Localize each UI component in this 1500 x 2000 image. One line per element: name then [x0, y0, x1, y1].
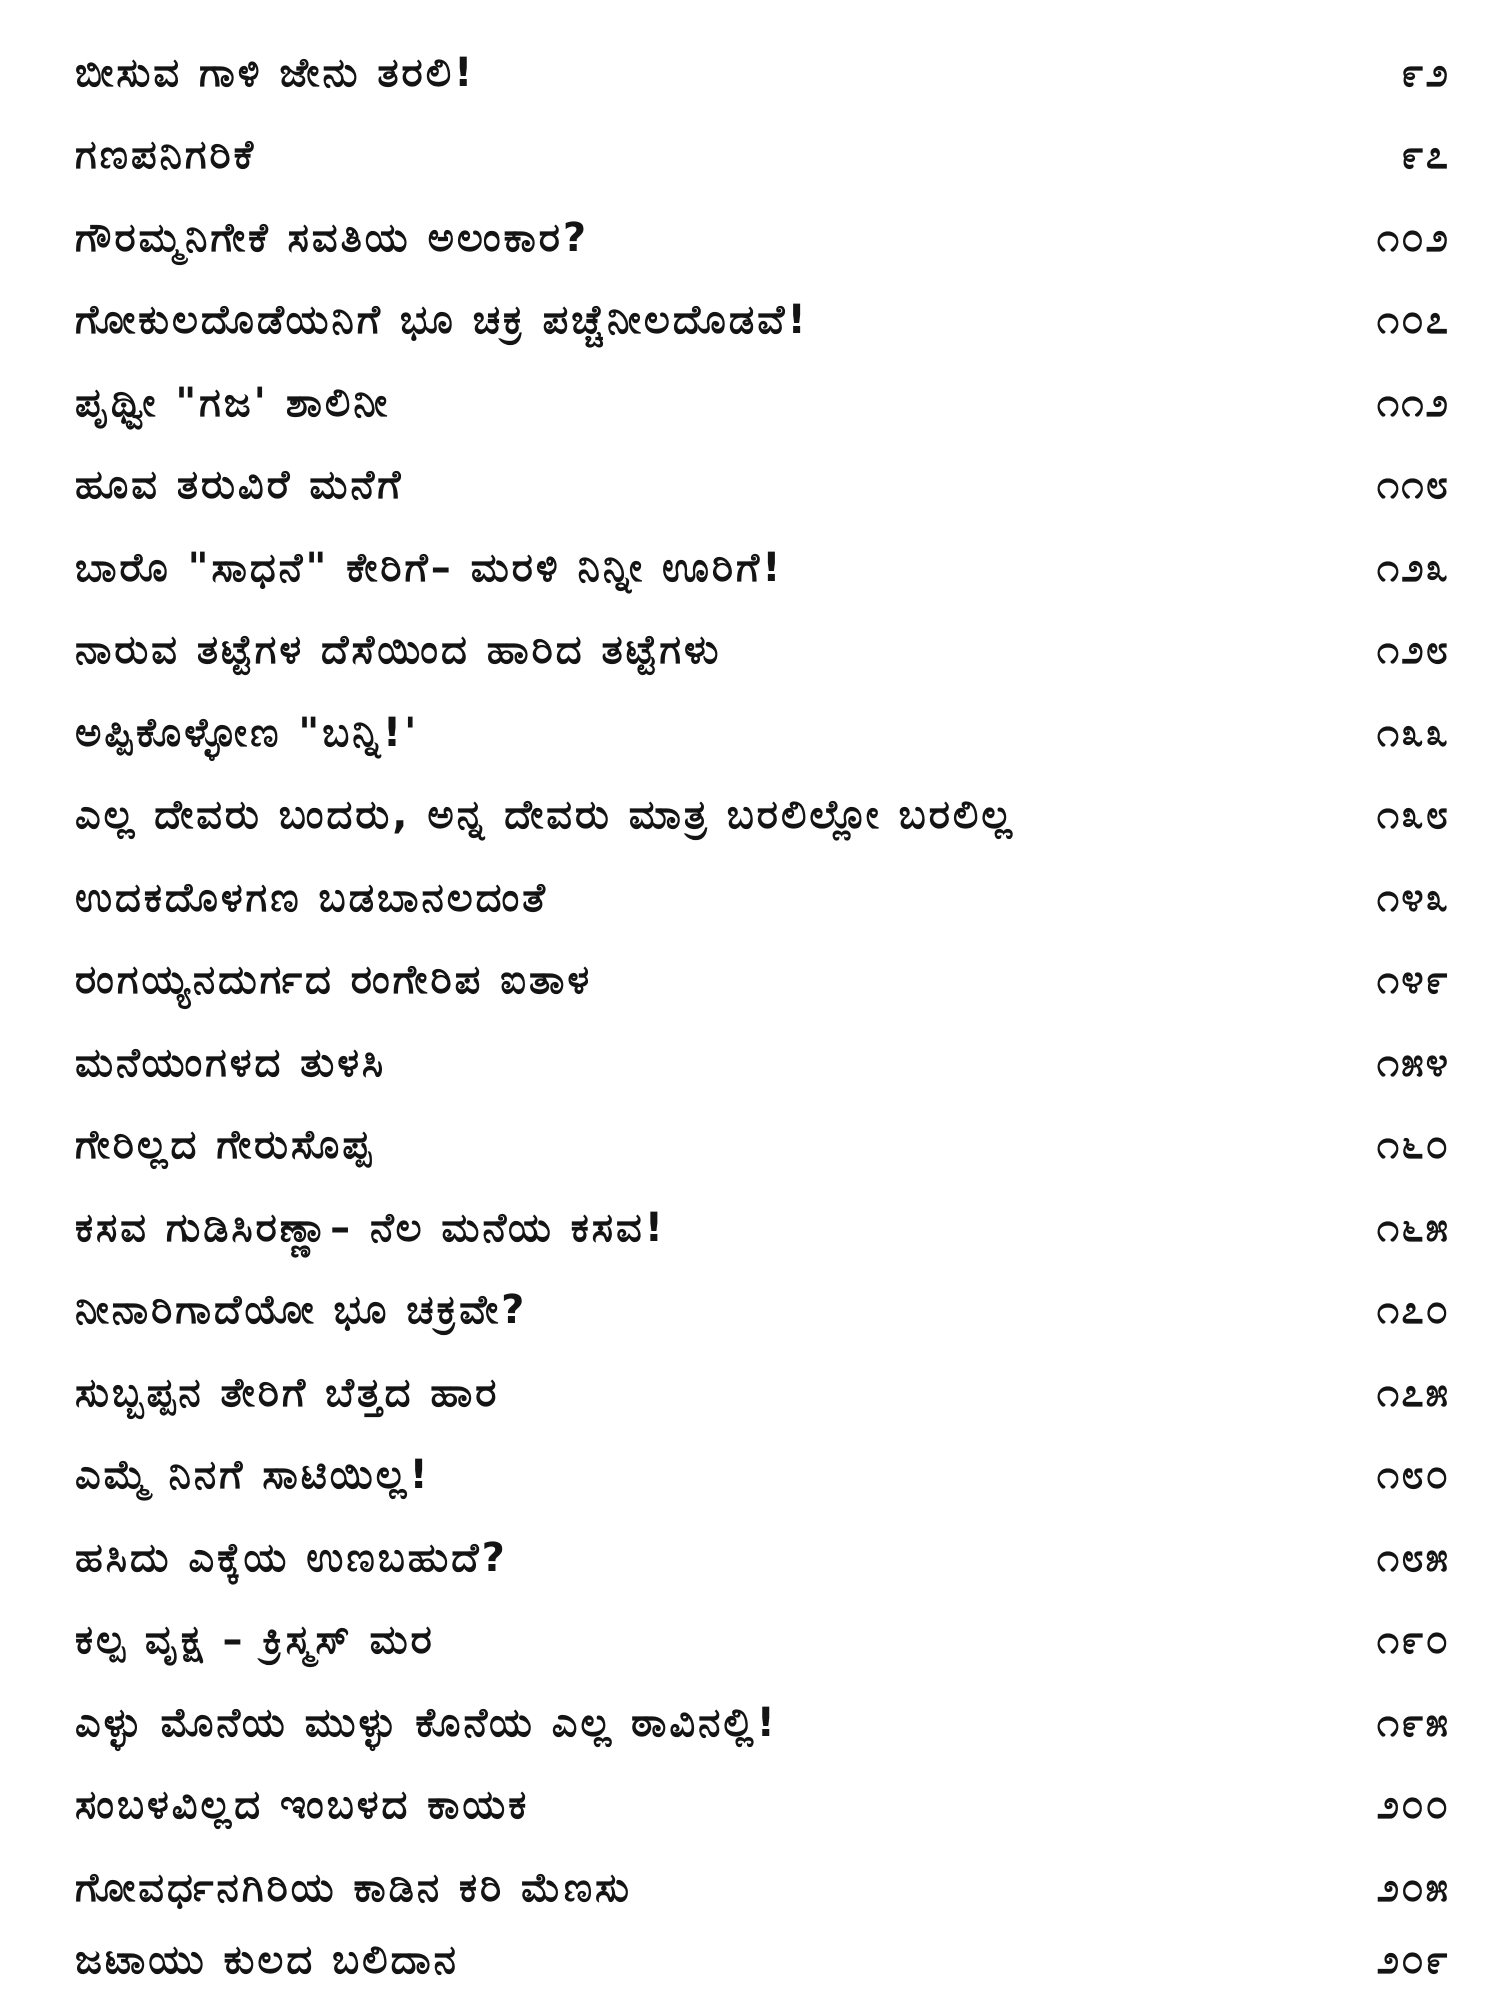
toc-entry	[75, 780, 1450, 850]
toc-entry	[75, 1853, 1450, 1923]
entry-title: ಅಪ್ಪಿಕೊಳ್ಳೋಣ "ಬನ್ನಿ!'	[75, 710, 420, 756]
entry-title: ನೀನಾರಿಗಾದೆಯೋ ಭೂ ಚಕ್ರವೇ?	[75, 1287, 528, 1333]
entry-title: ನಾರುವ ತಟ್ಟೆಗಳ ದೆಸೆಯಿಂದ ಹಾರಿದ ತಟ್ಟೆಗಳು	[75, 627, 722, 673]
entry-title: ಕಸವ ಗುಡಿಸಿರಣ್ಣಾ– ನೆಲ ಮನೆಯ ಕಸವ!	[75, 1205, 666, 1251]
entry-page-number: ೧೨೩	[1376, 545, 1450, 591]
entry-page-number: ೨೦೦	[1376, 1782, 1450, 1828]
entry-page-number: ೧೦೨	[1376, 215, 1450, 261]
entry-page-number: ೧೧೨	[1376, 380, 1450, 426]
toc-entry	[75, 1523, 1450, 1593]
toc-entry	[75, 450, 1450, 520]
entry-title: ಕಲ್ಪ ವೃಕ್ಷ – ಕ್ರಿಸ್ಮಸ್ ಮರ	[75, 1617, 435, 1663]
entry-page-number: ೧೨೮	[1376, 627, 1450, 673]
entry-title: ಗಣಪನಿಗರಿಕೆ	[75, 132, 257, 178]
entry-page-number: ೯೨	[1401, 50, 1450, 96]
entry-page-number: ೧೩೩	[1376, 710, 1450, 756]
toc-entry	[75, 945, 1450, 1015]
entry-page-number: ೧೫೪	[1376, 1040, 1450, 1086]
entry-title: ಎಳ್ಳು ಮೊನೆಯ ಮುಳ್ಳು ಕೊನೆಯ ಎಲ್ಲ ಠಾವಿನಲ್ಲಿ!	[75, 1700, 778, 1746]
toc-entry	[75, 368, 1450, 438]
toc-entry	[75, 533, 1450, 603]
entry-page-number: ೧೯೦	[1376, 1617, 1450, 1663]
toc-entry	[75, 615, 1450, 685]
toc-entry	[75, 1440, 1450, 1510]
entry-page-number: ೧೪೯	[1376, 957, 1450, 1003]
toc-entry	[75, 1275, 1450, 1345]
entry-title: ಜಟಾಯು ಕುಲದ ಬಲಿದಾನ	[75, 1937, 459, 1983]
entry-title: ಮನೆಯಂಗಳದ ತುಳಸಿ	[75, 1040, 387, 1086]
toc-entry	[75, 1193, 1450, 1263]
entry-page-number: ೧೪೩	[1376, 875, 1450, 921]
entry-title: ಬೀಸುವ ಗಾಳಿ ಜೇನು ತರಲಿ!	[75, 50, 476, 96]
entry-title: ರಂಗಯ್ಯನದುರ್ಗದ ರಂಗೇರಿಪ ಐತಾಳ	[75, 957, 593, 1003]
toc-entry	[75, 1358, 1450, 1428]
entry-title: ಬಾರೊ "ಸಾಧನೆ" ಕೇರಿಗೆ– ಮರಳಿ ನಿನ್ನೀ ಊರಿಗೆ!	[75, 545, 784, 591]
entry-page-number: ೧೮೦	[1376, 1452, 1450, 1498]
toc-entry	[75, 1605, 1450, 1675]
entry-title: ಹೂವ ತರುವಿರೆ ಮನೆಗೆ	[75, 462, 404, 508]
entry-page-number: ೧೬೫	[1376, 1205, 1450, 1251]
entry-title: ಸಂಬಳವಿಲ್ಲದ ಇಂಬಳದ ಕಾಯಕ	[75, 1782, 530, 1828]
entry-page-number: ೧೬೦	[1376, 1122, 1450, 1168]
toc-entry	[75, 285, 1450, 355]
toc-entry	[75, 698, 1450, 768]
toc-entry	[75, 38, 1450, 108]
entry-page-number: ೧೯೫	[1376, 1700, 1450, 1746]
toc-entry	[75, 1110, 1450, 1180]
entry-page-number: ೨೦೯	[1376, 1937, 1450, 1983]
toc-entry	[75, 1925, 1450, 1995]
toc-entry	[75, 120, 1450, 190]
entry-title: ಸುಬ್ಬಪ್ಪನ ತೇರಿಗೆ ಬೆತ್ತದ ಹಾರ	[75, 1370, 500, 1416]
entry-page-number: ೨೦೫	[1376, 1865, 1450, 1911]
entry-title: ಗೋಕುಲದೊಡೆಯನಿಗೆ ಭೂ ಚಕ್ರ ಪಚ್ಚೆನೀಲದೊಡವೆ!	[75, 297, 809, 343]
entry-page-number: ೯೭	[1401, 132, 1450, 178]
entry-title: ಗೇರಿಲ್ಲದ ಗೇರುಸೊಪ್ಪ	[75, 1122, 375, 1168]
entry-title: ಪೃಥ್ವೀ "ಗಜ' ಶಾಲಿನೀ	[75, 380, 391, 426]
entry-page-number: ೧೦೭	[1376, 297, 1450, 343]
entry-title: ಗೋವರ್ಧನಗಿರಿಯ ಕಾಡಿನ ಕರಿ ಮೆಣಸು	[75, 1865, 633, 1911]
toc-entry	[75, 203, 1450, 273]
entry-title: ಹಸಿದು ಎಕ್ಕೆಯ ಉಣಬಹುದೆ?	[75, 1535, 508, 1581]
entry-page-number: ೧೩೮	[1376, 792, 1450, 838]
entry-title: ಉದಕದೊಳಗಣ ಬಡಬಾನಲದಂತೆ	[75, 875, 549, 921]
toc-entry	[75, 1028, 1450, 1098]
entry-page-number: ೧೭೦	[1376, 1287, 1450, 1333]
toc-entry	[75, 1688, 1450, 1758]
entry-title: ಎಮ್ಮೆ ನಿನಗೆ ಸಾಟಿಯಿಲ್ಲ!	[75, 1452, 431, 1498]
entry-title: ಗೌರಮ್ಮನಿಗೇಕೆ ಸವತಿಯ ಅಲಂಕಾರ?	[75, 215, 590, 261]
entry-page-number: ೧೧೮	[1376, 462, 1450, 508]
toc-entry	[75, 1770, 1450, 1840]
entry-page-number: ೧೮೫	[1376, 1535, 1450, 1581]
toc-entry	[75, 863, 1450, 933]
entry-page-number: ೧೭೫	[1376, 1370, 1450, 1416]
entry-title: ಎಲ್ಲ ದೇವರು ಬಂದರು, ಅನ್ನ ದೇವರು ಮಾತ್ರ ಬರಲಿಲ್ಲೋ ಬರಲಿಲ್ಲ	[75, 792, 1016, 838]
